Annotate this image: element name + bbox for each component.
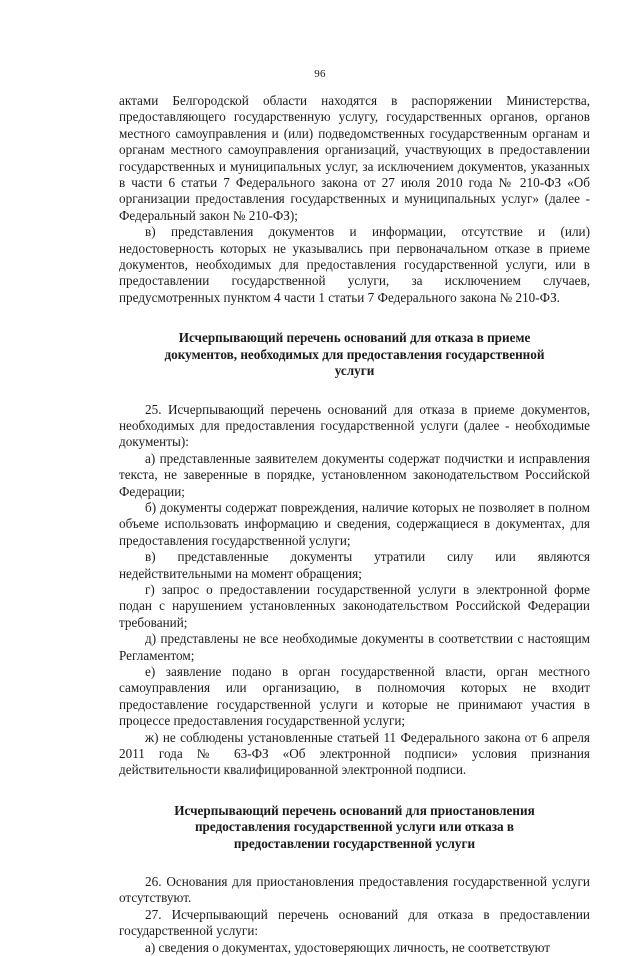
paragraph-25: 25. Исчерпывающий перечень оснований для отказа в приеме документов, необходимых для предоставления государственной услуги (далее - необходимые документы): xyxy=(119,401,590,450)
paragraph-26: 26. Основания для приостановления предоставления государственной услуги отсутствуют. xyxy=(119,874,590,906)
list-item-b: б) документы содержат повреждения, наличие которых не позволяет в полном объеме использовать информацию и сведения, содержащиеся в документах, для предоставления государственной услуги; xyxy=(119,499,590,548)
paragraph-item-v: в) представления документов и информации, отсутствие и (или) недостоверность которых не указывались при первоначальном отказе в приеме документов, необходимых для предоставления государственной услуги, или в предоставлении государственной услуги, за исключением случаев, предусмотренных пунктом 4 части 1 статьи 7 Федерального закона № 210-ФЗ. xyxy=(119,224,590,305)
paragraph-27-item-a: а) сведения о документах, удостоверяющих личность, не соответствуют xyxy=(145,939,551,955)
list-item-a: а) представленные заявителем документы содержат подчистки и исправления текста, не заверенные в порядке, установленном законодательством Российской Федерации; xyxy=(119,450,590,499)
list-item-v: в) представленные документы утратили силу или являются недействительными на момент обращения; xyxy=(119,549,590,581)
paragraph-continuation: актами Белгородской области находятся в распоряжении Министерства, предоставляющего государственную услугу, государственных органов, органов местного самоуправления и (или) подведомственных государственным органам и органам местного самоуправления организаций, участвующих в предоставлении государственных и муниципальных услуг, за исключением документов, указанных в части 6 статьи 7 Федерального закона от 27 июля 2010 года № 210-ФЗ «Об организации предоставления государственных и муниципальных услуг» (далее - Федеральный закон № 210-ФЗ); xyxy=(119,93,590,223)
list-item-g: г) запрос о предоставлении государственной услуги в электронной форме подан с нарушением установленных законодательством Российской Федерации требований; xyxy=(119,581,590,630)
list-item-zh: ж) не соблюдены установленные статьей 11 Федерального закона от 6 апреля 2011 года № 63-ФЗ «Об электронной подписи» условия признания действительности квалифицированной электронной подписи. xyxy=(119,729,590,778)
list-item-d: д) представлены не все необходимые документы в соответствии с настоящим Регламентом; xyxy=(119,631,590,663)
document-body xyxy=(119,93,590,956)
paragraph-27: 27. Исчерпывающий перечень оснований для отказа в предоставлении государственной услуги: xyxy=(119,906,590,939)
page-number: 96 xyxy=(314,68,326,80)
section-heading-refusal-reception: Исчерпывающий перечень оснований для отказа в приеме документов, необходимых для предоставления государственной услуги xyxy=(164,330,545,379)
section-heading-suspension-refusal: Исчерпывающий перечень оснований для приостановления предоставления государственной услуги или отказа в предоставлении государственной услуги xyxy=(174,802,535,851)
list-item-e: е) заявление подано в орган государственной власти, орган местного самоуправления или организацию, в полномочия которых не входит предоставление государственной услуги и которые не принимают участия в процессе предоставления государственной услуги; xyxy=(119,664,590,729)
